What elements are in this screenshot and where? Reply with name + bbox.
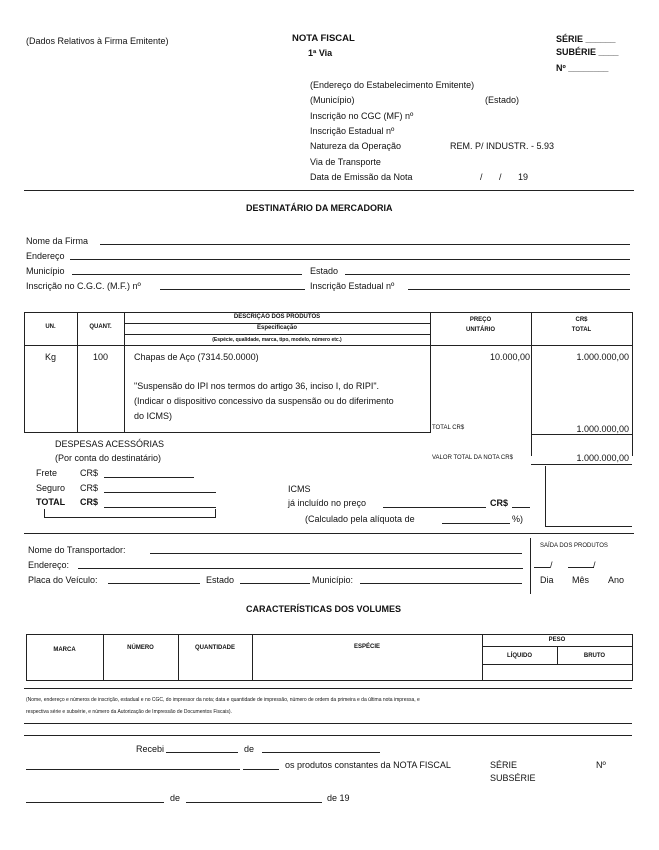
via-label: 1ª Via	[308, 48, 333, 58]
despesas-total-label: TOTAL	[36, 497, 66, 507]
transp-estado-line[interactable]	[240, 583, 310, 584]
total-value: 1.000.000,00	[576, 424, 629, 434]
via-transporte-label: Via de Transporte	[310, 157, 381, 167]
item-quant: 100	[92, 352, 109, 362]
col-preco: PREÇO	[469, 317, 492, 323]
emitente-estado: (Estado)	[485, 95, 520, 105]
constantes-label: os produtos constantes da NOTA FISCAL	[285, 760, 451, 770]
emitente-ie: Inscrição Estadual nº	[310, 126, 395, 136]
estado-line[interactable]	[345, 274, 630, 275]
recibo-subserie: SUBSÉRIE	[490, 773, 536, 783]
serie-field[interactable]: SÉRIE ______	[556, 34, 616, 44]
data-emissao-label: Data de Emissão da Nota	[310, 172, 413, 182]
nome-firma-label: Nome da Firma	[26, 236, 89, 246]
transp-endereco-label: Endereço:	[28, 560, 70, 570]
col-un: UN.	[45, 324, 56, 330]
despesas-total-line[interactable]	[104, 507, 216, 508]
vol-numero: NÚMERO	[127, 645, 154, 651]
data-de19: de 19	[327, 793, 350, 803]
transp-endereco-line[interactable]	[78, 568, 523, 569]
frete-currency: CR$	[80, 468, 99, 478]
recebi-de: de	[244, 744, 255, 754]
total-label: TOTAL CR$	[432, 425, 465, 431]
dest-cgc-label: Inscrição no C.G.C. (M.F.) nº	[26, 281, 141, 291]
vol-marca: MARCA	[53, 647, 76, 653]
data-de: de	[170, 793, 181, 803]
nota-fiscal-page: (Dados Relativos à Firma Emitente) NOTA FISCAL 1ª Via SÉRIE ______ SUBÉRIE ____ Nº ________ (Endereço do Estabelecimento Emitente) (Município) (Estado) Inscrição no CGC (MF) nº Inscrição Estadual nº Natureza da Operação REM. P/ INDUSTR. - 5.93 Via de Transporte Data de Emissão da Nota / / 19 DESTINATÁRIO DA MERCADORIA Nome da Firma Endereço Município Estado Inscrição no C.G.C. (M.F.) nº Inscrição Estadual nº UN. QUANT. DESCRIÇÃO DOS PRODUTOS Especificação (Espécie, qualidade, marca, tipo, modelo, número etc.) PREÇO UNITÁRIO CR$ TOTAL Kg 100 Chapas de Aço (7314.50.0000) 10.000,00 1.000.000,00 "Suspensão do IPI nos termos do artigo 36, inciso I, do RIPI". (Indicar o dispositivo concessivo da suspensão ou do diferimento do ICMS) TOTAL CR$ 1.000.000,00 DESPESAS ACESSÓRIAS (Por conta do destinatário) VALOR TOTAL DA NOTA CR$ 1.000.000,00 Frete CR$ Seguro CR$ TOTAL CR$ ICMS já incluído no preço CR$ (Calculado pela alíquota de %) Nome do Transportador: Endereço: Placa do Veículo: Estado Município: SAÍDA DOS PRODUTOS / / Dia Mês Ano CARACTERÍSTICAS DOS VOLUMES MARCA NÚMERO QUANTIDADE ESPÉCIE PESO LÍQUIDO BRUTO (Nome, endereço e números de inscrição, estadual e no CGC, do impressor da nota; data e quantidade de impressão, número de ordem da primeira e da última nota impressa, e respectiva série e subsérie, e número da Autorização de Impressão de Documentos Fiscais). Recebi de os produtos constantes da NOTA FISCAL SÉRIE Nº SUBSÉRIE de de 19	[0, 0, 659, 850]
placa-line[interactable]	[108, 583, 200, 584]
volumes-top-line	[26, 634, 632, 635]
col-total: TOTAL	[571, 327, 592, 333]
item-total: 1.000.000,00	[576, 352, 629, 362]
note-icms: do ICMS)	[134, 411, 173, 421]
col-total-currency: CR$	[575, 317, 588, 323]
aliquota-line[interactable]	[442, 523, 510, 524]
seguro-label: Seguro	[36, 483, 66, 493]
valor-total-label: VALOR TOTAL DA NOTA CR$	[432, 455, 513, 461]
recibo-numero: Nº	[596, 760, 606, 770]
placa-label: Placa do Veículo:	[28, 575, 98, 585]
volumes-bottom-line	[26, 680, 632, 681]
imprint-line-1: (Nome, endereço e números de inscrição, estadual e no CGC, do impressor da nota; data e quantidade de impressão, número de ordem da primeira e da última nota impressa, e	[26, 697, 420, 703]
dest-ie-line[interactable]	[408, 289, 630, 290]
incluido-label: já incluído no preço	[288, 498, 367, 508]
recibo-serie: SÉRIE	[490, 760, 518, 770]
transportador-line[interactable]	[150, 553, 522, 554]
aliquota-label: (Calculado pela alíquota de	[305, 514, 415, 524]
col-quant: QUANT.	[89, 324, 112, 330]
frete-label: Frete	[36, 468, 58, 478]
municipio-label: Município	[26, 266, 65, 276]
vol-bruto: BRUTO	[583, 653, 606, 659]
dest-cgc-line[interactable]	[160, 289, 305, 290]
item-preco: 10.000,00	[489, 352, 530, 362]
imprint-line-2: respectiva série e subsérie, e número da Autorização de Impressão de Documentos Fiscais).	[26, 709, 232, 715]
vol-peso: PESO	[548, 637, 566, 643]
despesas-divider	[24, 533, 634, 534]
dest-ie-label: Inscrição Estadual nº	[310, 281, 395, 291]
transp-estado-label: Estado	[206, 575, 235, 585]
items-header-bottom	[24, 345, 632, 346]
subserie-field[interactable]: SUBÉRIE ____	[556, 47, 619, 57]
destinatario-heading: DESTINATÁRIO DA MERCADORIA	[246, 203, 393, 213]
header-divider	[24, 190, 634, 191]
estado-label: Estado	[310, 266, 339, 276]
nome-firma-line[interactable]	[100, 244, 630, 245]
col-especificacao-sub: (Espécie, qualidade, marca, tipo, modelo, número etc.)	[212, 337, 342, 343]
emitente-endereco: (Endereço do Estabelecimento Emitente)	[310, 80, 475, 90]
numero-field[interactable]: Nº ________	[556, 63, 609, 73]
vol-liquido: LÍQUIDO	[507, 653, 532, 659]
volumes-heading: CARACTERÍSTICAS DOS VOLUMES	[246, 604, 402, 614]
transp-municipio-line[interactable]	[360, 583, 522, 584]
item-descricao: Chapas de Aço (7314.50.0000)	[134, 352, 259, 362]
col-preco-unitario: UNITÁRIO	[466, 327, 495, 333]
item-un: Kg	[44, 352, 56, 362]
transportador-label: Nome do Transportador:	[28, 545, 126, 555]
natureza-value: REM. P/ INDUSTR. - 5.93	[450, 141, 555, 151]
seguro-currency: CR$	[80, 483, 99, 493]
vol-especie: ESPÉCIE	[353, 644, 380, 650]
emitente-cgc: Inscrição no CGC (MF) nº	[310, 111, 414, 121]
endereco-line[interactable]	[70, 259, 630, 260]
aliquota-pct: %)	[512, 514, 523, 524]
despesas-heading: DESPESAS ACESSÓRIAS	[55, 439, 165, 449]
natureza-label: Natureza da Operação	[310, 141, 402, 151]
saida-ano: Ano	[608, 575, 625, 585]
data-emissao-value[interactable]: / / 19	[480, 172, 529, 182]
emitente-municipio: (Município)	[310, 95, 355, 105]
note-dispositivo: (Indicar o dispositivo concessivo da suspensão ou do diferimento	[134, 396, 394, 406]
emitente-data: (Dados Relativos à Firma Emitente)	[26, 36, 169, 46]
note-suspensao: "Suspensão do IPI nos termos do artigo 36, inciso I, do RIPI".	[134, 381, 380, 391]
icms-currency: CR$	[490, 498, 509, 508]
col-especificacao: Especificação	[256, 325, 298, 331]
col-descricao: DESCRIÇÃO DOS PRODUTOS	[233, 314, 321, 320]
recebi-label: Recebi	[136, 744, 165, 754]
recebi-line[interactable]	[166, 752, 238, 753]
vol-quantidade: QUANTIDADE	[195, 645, 235, 651]
despesas-sub: (Por conta do destinatário)	[55, 453, 162, 463]
municipio-line[interactable]	[72, 274, 302, 275]
valor-total-value: 1.000.000,00	[576, 453, 629, 463]
items-bottom-line	[24, 432, 431, 433]
saida-mes: Mês	[572, 575, 590, 585]
seguro-line[interactable]	[104, 492, 216, 493]
saida-dia: Dia	[540, 575, 554, 585]
document-title: NOTA FISCAL	[292, 33, 355, 44]
assinatura-line[interactable]	[26, 802, 164, 803]
items-top-line	[24, 312, 632, 313]
icms-label: ICMS	[288, 484, 311, 494]
endereco-label: Endereço	[26, 251, 65, 261]
icms-value-line[interactable]	[383, 507, 486, 508]
despesas-total-currency: CR$	[80, 497, 99, 507]
frete-line[interactable]	[104, 477, 194, 478]
transp-municipio-label: Município:	[312, 575, 354, 585]
saida-label: SAÍDA DOS PRODUTOS	[540, 543, 608, 549]
